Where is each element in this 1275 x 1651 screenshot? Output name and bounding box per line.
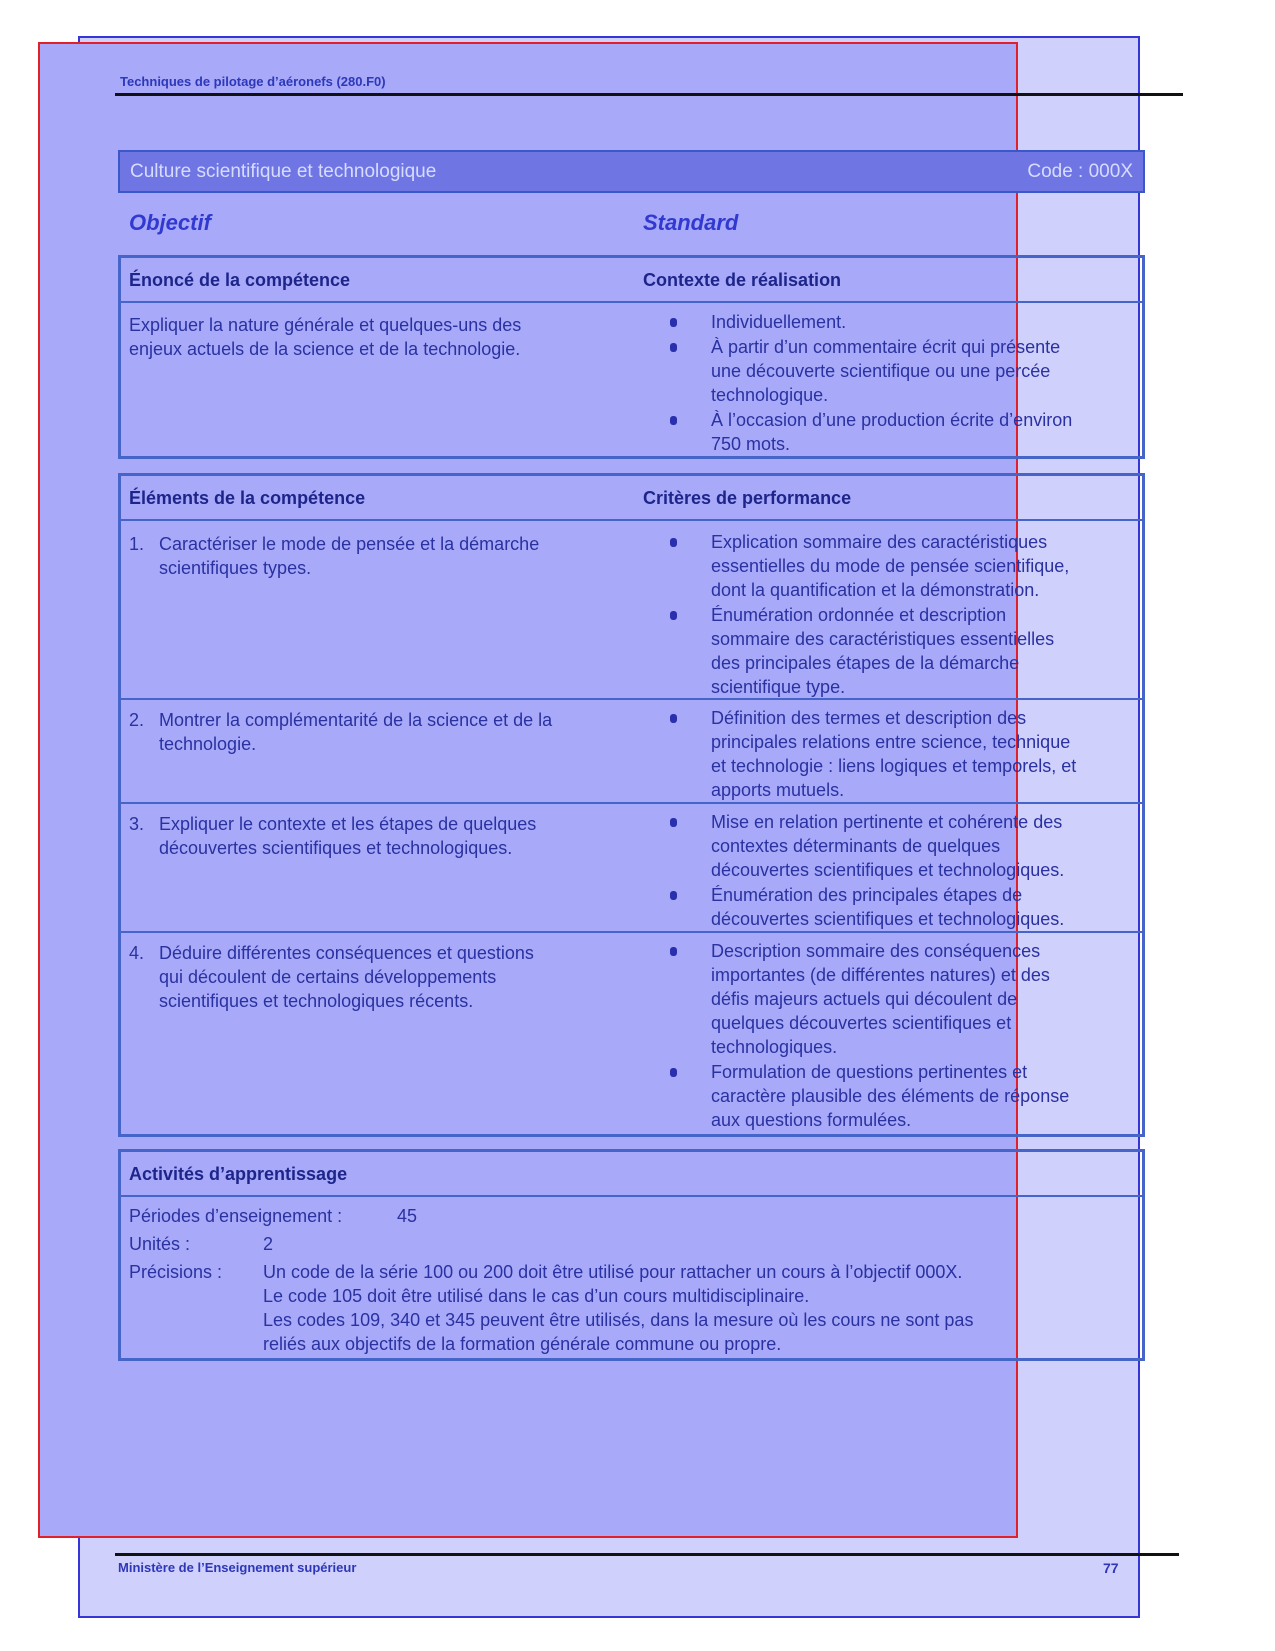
elements-heading: Éléments de la compétence xyxy=(129,488,366,508)
element-line: Expliquer le contexte et les étapes de quelques xyxy=(159,814,537,834)
competence-head-row xyxy=(121,258,1142,303)
activites-head-row xyxy=(121,1152,1142,1197)
element-line: technologie. xyxy=(159,734,257,754)
bullet-icon xyxy=(670,891,677,900)
criterion-line: caractère plausible des éléments de réponse xyxy=(711,1086,1070,1106)
criterion-line: Formulation de questions pertinentes et xyxy=(711,1062,1028,1082)
element-line: Caractériser le mode de pensée et la démarche xyxy=(159,534,540,554)
criterion-line: découvertes scientifiques et technologiques. xyxy=(711,860,1065,880)
element-line: Déduire différentes conséquences et questions xyxy=(159,943,534,963)
precisions-line: Un code de la série 100 ou 200 doit être utilisé pour rattacher un cours à l’objectif 000X. xyxy=(263,1262,963,1282)
bullet-icon xyxy=(670,318,677,327)
footer-rule xyxy=(115,1553,1179,1556)
criterion-line: et technologie : liens logiques et temporels, et xyxy=(711,756,1077,776)
contexte-line: une découverte scientifique ou une percée xyxy=(711,361,1051,381)
course-title: Culture scientifique et technologique xyxy=(130,161,437,182)
row-divider xyxy=(121,802,1142,804)
enonce-heading: Énoncé de la compétence xyxy=(129,270,351,290)
element-number: 4. xyxy=(129,943,145,963)
enonce-line: enjeux actuels de la science et de la technologie. xyxy=(129,339,521,359)
element-line: qui découlent de certains développements xyxy=(159,967,497,987)
periodes-label: Périodes d’enseignement : xyxy=(129,1206,343,1226)
criterion-line: Énumération des principales étapes de xyxy=(711,885,1023,905)
precisions-line: Le code 105 doit être utilisé dans le cas d’un cours multidisciplinaire. xyxy=(263,1286,810,1306)
unites-label: Unités : xyxy=(129,1234,191,1254)
enonce-line: Expliquer la nature générale et quelques-uns des xyxy=(129,315,522,335)
bullet-icon xyxy=(670,714,677,723)
criterion-line: essentielles du mode de pensée scientifique, xyxy=(711,556,1070,576)
objectif-heading: Objectif xyxy=(129,210,211,235)
criteres-heading: Critères de performance xyxy=(643,488,852,508)
activites-box xyxy=(118,1149,1145,1361)
periodes-value: 45 xyxy=(397,1206,418,1226)
criterion-line: des principales étapes de la démarche xyxy=(711,653,1020,673)
contexte-line: Individuellement. xyxy=(711,312,847,332)
bullet-icon xyxy=(670,416,677,425)
element-number: 1. xyxy=(129,534,145,554)
contexte-heading: Contexte de réalisation xyxy=(643,270,842,290)
contexte-line: À partir d’un commentaire écrit qui présente xyxy=(711,337,1061,357)
criterion-line: Énumération ordonnée et description xyxy=(711,605,1007,625)
bullet-icon xyxy=(670,947,677,956)
bullet-icon xyxy=(670,538,677,547)
bullet-icon xyxy=(670,1068,677,1077)
elements-box xyxy=(118,473,1145,1137)
element-line: découvertes scientifiques et technologiques. xyxy=(159,838,513,858)
running-head: Techniques de pilotage d’aéronefs (280.F0) xyxy=(120,74,386,89)
element-number: 3. xyxy=(129,814,145,834)
element-line: scientifiques types. xyxy=(159,558,312,578)
criterion-line: Définition des termes et description des xyxy=(711,708,1027,728)
contexte-line: 750 mots. xyxy=(711,434,791,454)
precisions-line: reliés aux objectifs de la formation générale commune ou propre. xyxy=(263,1334,782,1354)
precisions-line: Les codes 109, 340 et 345 peuvent être utilisés, dans la mesure où les cours ne sont pas xyxy=(263,1310,974,1330)
course-code: Code : 000X xyxy=(1027,161,1133,182)
criterion-line: aux questions formulées. xyxy=(711,1110,912,1130)
criterion-line: importantes (de différentes natures) et des xyxy=(711,965,1050,985)
activites-heading: Activités d’apprentissage xyxy=(129,1164,348,1184)
precisions-label: Précisions : xyxy=(129,1262,223,1282)
criterion-line: découvertes scientifiques et technologiques. xyxy=(711,909,1065,929)
bullet-icon xyxy=(670,343,677,352)
element-line: Montrer la complémentarité de la science et de la xyxy=(159,710,553,730)
row-divider xyxy=(121,698,1142,700)
standard-heading: Standard xyxy=(643,210,739,235)
bullet-icon xyxy=(670,611,677,620)
unites-value: 2 xyxy=(263,1234,274,1254)
running-foot: Ministère de l’Enseignement supérieur xyxy=(118,1560,357,1575)
competence-box xyxy=(118,255,1145,459)
criterion-line: quelques découvertes scientifiques et xyxy=(711,1013,1012,1033)
criterion-line: scientifique type. xyxy=(711,677,846,697)
criterion-line: défis majeurs actuels qui découlent de xyxy=(711,989,1018,1009)
criterion-line: apports mutuels. xyxy=(711,780,845,800)
row-divider xyxy=(121,931,1142,933)
bullet-icon xyxy=(670,818,677,827)
criterion-line: technologiques. xyxy=(711,1037,838,1057)
criterion-line: Explication sommaire des caractéristiques xyxy=(711,532,1048,552)
criterion-line: Description sommaire des conséquences xyxy=(711,941,1041,961)
title-bar xyxy=(118,150,1145,193)
page-number: 77 xyxy=(1103,1560,1119,1576)
criterion-line: principales relations entre science, technique xyxy=(711,732,1071,752)
header-rule xyxy=(115,93,1183,96)
criterion-line: sommaire des caractéristiques essentielles xyxy=(711,629,1055,649)
contexte-line: À l’occasion d’une production écrite d’environ xyxy=(711,410,1073,430)
elements-head-row xyxy=(121,476,1142,521)
element-line: scientifiques et technologiques récents. xyxy=(159,991,474,1011)
criterion-line: contextes déterminants de quelques xyxy=(711,836,1001,856)
criterion-line: Mise en relation pertinente et cohérente des xyxy=(711,812,1063,832)
criterion-line: dont la quantification et la démonstration. xyxy=(711,580,1040,600)
element-number: 2. xyxy=(129,710,145,730)
contexte-line: technologique. xyxy=(711,385,829,405)
